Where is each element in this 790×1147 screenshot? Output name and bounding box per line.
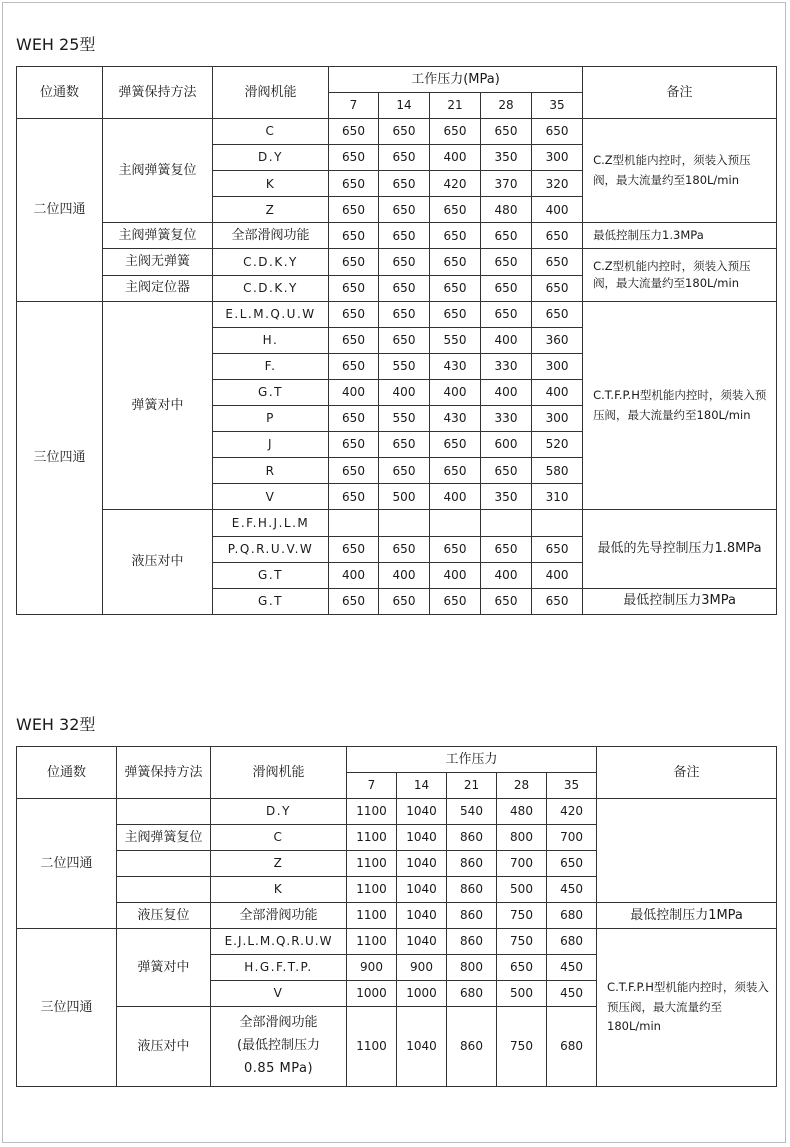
value-cell: 650 (329, 119, 379, 145)
value-cell: 700 (547, 825, 597, 851)
remark-note: 最低的先导控制压力1.8MPa (583, 510, 777, 588)
value-cell: 680 (547, 903, 597, 929)
value-cell: 750 (497, 903, 547, 929)
value-cell: 650 (547, 851, 597, 877)
pressure-col: 7 (329, 93, 379, 119)
function-cell: Z (211, 851, 347, 877)
remark-note: C.Z型机能内控时，须装入预压阀，最大流量约至180L/min (583, 119, 777, 223)
function-cell: C (213, 119, 329, 145)
value-cell: 450 (547, 955, 597, 981)
value-cell: 650 (532, 301, 583, 327)
value-cell: 400 (481, 562, 532, 588)
value-cell-empty (329, 510, 379, 536)
pressure-col: 14 (379, 93, 430, 119)
method-detent: 主阀定位器 (103, 275, 213, 301)
value-cell: 370 (481, 171, 532, 197)
value-cell: 300 (532, 406, 583, 432)
value-cell: 650 (430, 536, 481, 562)
value-cell: 320 (532, 171, 583, 197)
header-valve-function: 滑阀机能 (211, 747, 347, 799)
value-cell: 400 (430, 562, 481, 588)
value-cell: 650 (379, 249, 430, 275)
remark-empty (597, 799, 777, 903)
value-cell: 400 (329, 562, 379, 588)
value-cell: 430 (430, 406, 481, 432)
value-cell: 540 (447, 799, 497, 825)
value-cell: 650 (532, 249, 583, 275)
pressure-col: 14 (397, 773, 447, 799)
value-cell: 650 (430, 249, 481, 275)
value-cell: 650 (430, 119, 481, 145)
value-cell: 700 (497, 851, 547, 877)
value-cell: 650 (379, 223, 430, 249)
value-cell: 650 (329, 536, 379, 562)
value-cell: 580 (532, 458, 583, 484)
value-cell: 650 (532, 119, 583, 145)
value-cell: 480 (497, 799, 547, 825)
value-cell: 650 (379, 458, 430, 484)
value-cell: 400 (379, 379, 430, 405)
header-valve-function: 滑阀机能 (213, 67, 329, 119)
position-two-way: 二位四通 (17, 799, 117, 929)
value-cell: 450 (547, 877, 597, 903)
value-cell: 650 (430, 432, 481, 458)
value-cell: 550 (379, 406, 430, 432)
value-cell: 650 (379, 432, 430, 458)
value-cell: 650 (379, 197, 430, 223)
value-cell: 860 (447, 825, 497, 851)
value-cell: 680 (447, 981, 497, 1007)
position-three-way: 三位四通 (17, 929, 117, 1087)
value-cell: 860 (447, 851, 497, 877)
value-cell: 1040 (397, 825, 447, 851)
value-cell: 650 (329, 301, 379, 327)
value-cell: 330 (481, 406, 532, 432)
value-cell: 1100 (347, 877, 397, 903)
value-cell: 800 (447, 955, 497, 981)
value-cell: 400 (430, 484, 481, 510)
function-cell: E.J.L.M.Q.R.U.W (211, 929, 347, 955)
value-cell: 480 (481, 197, 532, 223)
value-cell: 860 (447, 903, 497, 929)
value-cell: 1100 (347, 851, 397, 877)
function-cell: G.T (213, 379, 329, 405)
value-cell: 650 (481, 249, 532, 275)
pressure-col: 21 (430, 93, 481, 119)
value-cell: 650 (329, 458, 379, 484)
method-main-spring-return-2: 主阀弹簧复位 (103, 223, 213, 249)
value-cell: 650 (329, 197, 379, 223)
value-cell: 400 (430, 379, 481, 405)
value-cell: 650 (481, 223, 532, 249)
table-title-weh32: WEH 32型 (16, 715, 96, 734)
value-cell: 650 (329, 145, 379, 171)
value-cell: 1100 (347, 825, 397, 851)
value-cell: 650 (481, 275, 532, 301)
value-cell: 650 (329, 171, 379, 197)
value-cell: 1040 (397, 903, 447, 929)
method-cell-empty (117, 799, 211, 825)
value-cell: 1040 (397, 851, 447, 877)
value-cell: 1040 (397, 929, 447, 955)
remark-note: 最低控制压力1MPa (597, 903, 777, 929)
method-spring-centered: 弹簧对中 (103, 301, 213, 510)
value-cell: 550 (430, 327, 481, 353)
value-cell: 650 (379, 171, 430, 197)
value-cell: 650 (430, 588, 481, 614)
value-cell: 650 (329, 275, 379, 301)
value-cell: 650 (379, 536, 430, 562)
value-cell: 500 (497, 981, 547, 1007)
header-positions: 位通数 (17, 747, 117, 799)
remark-note: C.T.F.P.H型机能内控时，须装入预压阀，最大流量约至180L/min (583, 301, 777, 510)
value-cell: 400 (329, 379, 379, 405)
header-positions: 位通数 (17, 67, 103, 119)
pressure-col: 35 (547, 773, 597, 799)
pressure-col: 21 (447, 773, 497, 799)
value-cell: 600 (481, 432, 532, 458)
value-cell: 550 (379, 353, 430, 379)
value-cell: 430 (430, 353, 481, 379)
value-cell: 650 (430, 197, 481, 223)
value-cell: 650 (329, 484, 379, 510)
header-working-pressure: 工作压力 (347, 747, 597, 773)
value-cell: 350 (481, 145, 532, 171)
value-cell: 650 (329, 249, 379, 275)
function-cell: 全部滑阀功能 (213, 223, 329, 249)
header-remarks: 备注 (583, 67, 777, 119)
position-two-way: 二位四通 (17, 119, 103, 302)
value-cell: 500 (497, 877, 547, 903)
value-cell: 650 (379, 588, 430, 614)
value-cell: 400 (430, 145, 481, 171)
function-cell: 全部滑阀功能 (211, 903, 347, 929)
function-cell: H.G.F.T.P. (211, 955, 347, 981)
value-cell: 650 (379, 119, 430, 145)
value-cell: 330 (481, 353, 532, 379)
value-cell: 650 (379, 275, 430, 301)
value-cell: 1100 (347, 799, 397, 825)
function-cell: K (213, 171, 329, 197)
value-cell: 650 (379, 327, 430, 353)
function-cell: P.Q.R.U.V.W (213, 536, 329, 562)
value-cell: 650 (329, 406, 379, 432)
value-cell: 650 (379, 301, 430, 327)
value-cell: 650 (329, 353, 379, 379)
value-cell: 650 (379, 145, 430, 171)
value-cell-empty (532, 510, 583, 536)
pressure-col: 35 (532, 93, 583, 119)
value-cell: 800 (497, 825, 547, 851)
value-cell: 1100 (347, 1007, 397, 1087)
method-spring-centered: 弹簧对中 (117, 929, 211, 1007)
value-cell: 310 (532, 484, 583, 510)
value-cell: 650 (481, 458, 532, 484)
function-cell-all (211, 1007, 347, 1087)
method-cell-empty (117, 877, 211, 903)
function-cell: G.T (213, 588, 329, 614)
value-cell-empty (481, 510, 532, 536)
value-cell: 650 (532, 275, 583, 301)
value-cell-empty (430, 510, 481, 536)
method-main-spring-return: 主阀弹簧复位 (103, 119, 213, 223)
value-cell: 650 (481, 588, 532, 614)
value-cell: 650 (532, 223, 583, 249)
function-cell: F. (213, 353, 329, 379)
value-cell: 420 (547, 799, 597, 825)
function-cell: C.D.K.Y (213, 275, 329, 301)
value-cell: 300 (532, 145, 583, 171)
value-cell: 860 (447, 1007, 497, 1087)
value-cell: 750 (497, 1007, 547, 1087)
value-cell: 1040 (397, 877, 447, 903)
remark-note: 最低控制压力1.3MPa (583, 223, 777, 249)
function-cell: K (211, 877, 347, 903)
value-cell: 650 (329, 327, 379, 353)
position-three-way: 三位四通 (17, 301, 103, 614)
value-cell: 650 (430, 223, 481, 249)
function-cell: R (213, 458, 329, 484)
method-hydraulic-return: 液压复位 (117, 903, 211, 929)
value-cell: 400 (532, 379, 583, 405)
value-cell: 650 (430, 301, 481, 327)
pressure-col: 28 (497, 773, 547, 799)
table-title-weh25: WEH 25型 (16, 35, 96, 54)
value-cell: 650 (481, 119, 532, 145)
value-cell: 650 (329, 588, 379, 614)
function-cell: C.D.K.Y (213, 249, 329, 275)
remark-note: C.T.F.P.H型机能内控时，须装入预压阀，最大流量约至180L/min (597, 929, 777, 1087)
value-cell: 400 (379, 562, 430, 588)
method-hydraulic-centered: 液压对中 (117, 1007, 211, 1087)
value-cell: 860 (447, 877, 497, 903)
value-cell: 900 (347, 955, 397, 981)
function-cell: C (211, 825, 347, 851)
spec-table-weh25 (16, 66, 777, 615)
value-cell: 860 (447, 929, 497, 955)
value-cell: 400 (532, 562, 583, 588)
function-cell: P (213, 406, 329, 432)
value-cell: 400 (481, 327, 532, 353)
function-cell: D.Y (213, 145, 329, 171)
header-spring-method: 弹簧保持方法 (117, 747, 211, 799)
pressure-col: 28 (481, 93, 532, 119)
value-cell: 650 (481, 301, 532, 327)
value-cell: 900 (397, 955, 447, 981)
header-working-pressure: 工作压力(MPa) (329, 67, 583, 93)
value-cell: 400 (481, 379, 532, 405)
method-hydraulic-centered: 液压对中 (103, 510, 213, 614)
function-line: 0.85 MPa) (243, 1060, 314, 1076)
value-cell: 500 (379, 484, 430, 510)
value-cell: 650 (430, 275, 481, 301)
value-cell: 400 (532, 197, 583, 223)
value-cell: 350 (481, 484, 532, 510)
function-cell: V (213, 484, 329, 510)
value-cell: 1000 (347, 981, 397, 1007)
value-cell: 1000 (397, 981, 447, 1007)
value-cell: 1100 (347, 929, 397, 955)
function-cell: Z (213, 197, 329, 223)
value-cell: 650 (532, 588, 583, 614)
value-cell: 520 (532, 432, 583, 458)
value-cell: 1040 (397, 1007, 447, 1087)
value-cell: 1100 (347, 903, 397, 929)
value-cell: 680 (547, 929, 597, 955)
remark-note: 最低控制压力3MPa (583, 588, 777, 614)
function-cell: J (213, 432, 329, 458)
remark-note: C.Z型机能内控时，须装入预压阀，最大流量约至180L/min (583, 249, 777, 301)
function-cell: E.F.H.J.L.M (213, 510, 329, 536)
value-cell-empty (379, 510, 430, 536)
function-cell: D.Y (211, 799, 347, 825)
function-line: 全部滑阀功能 (239, 1015, 318, 1031)
function-cell: E.L.M.Q.U.W (213, 301, 329, 327)
value-cell: 650 (329, 432, 379, 458)
value-cell: 650 (532, 536, 583, 562)
header-remarks: 备注 (597, 747, 777, 799)
spec-table-weh32 (16, 746, 777, 1087)
value-cell: 650 (497, 955, 547, 981)
method-no-spring: 主阀无弹簧 (103, 249, 213, 275)
pressure-col: 7 (347, 773, 397, 799)
value-cell: 650 (329, 223, 379, 249)
value-cell: 300 (532, 353, 583, 379)
function-cell: H. (213, 327, 329, 353)
value-cell: 650 (430, 458, 481, 484)
value-cell: 450 (547, 981, 597, 1007)
function-cell: V (211, 981, 347, 1007)
value-cell: 650 (481, 536, 532, 562)
value-cell: 680 (547, 1007, 597, 1087)
method-main-spring-return: 主阀弹簧复位 (117, 825, 211, 851)
value-cell: 420 (430, 171, 481, 197)
value-cell: 1040 (397, 799, 447, 825)
header-spring-method: 弹簧保持方法 (103, 67, 213, 119)
function-line: (最低控制压力 (236, 1038, 321, 1054)
method-cell-empty (117, 851, 211, 877)
value-cell: 360 (532, 327, 583, 353)
function-cell: G.T (213, 562, 329, 588)
value-cell: 750 (497, 929, 547, 955)
